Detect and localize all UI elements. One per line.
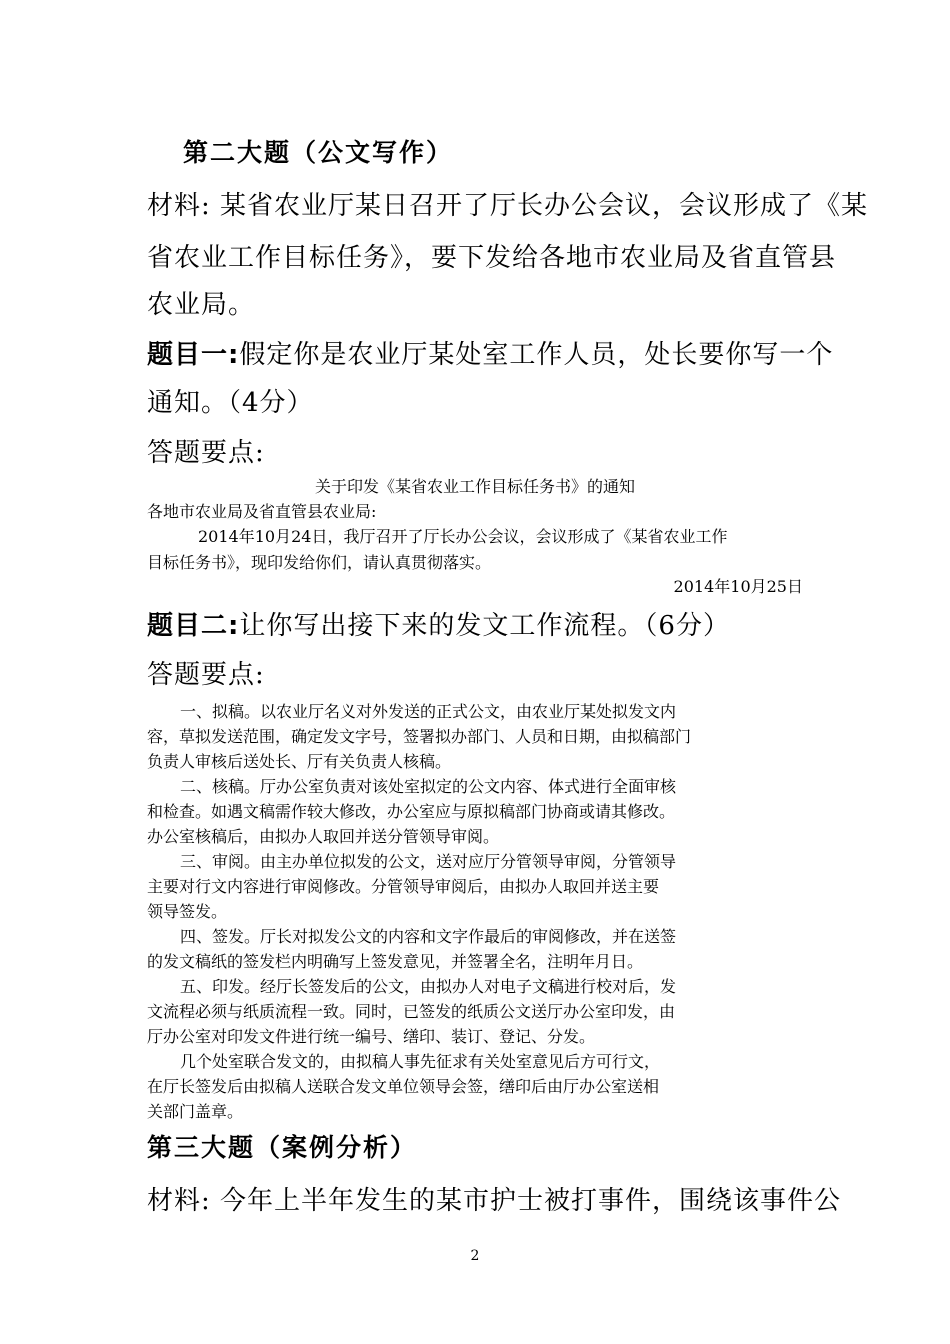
section2-title: 第二大题（公文写作） <box>183 138 454 167</box>
notice-body-line-1: 2014年10月24日，我厅召开了厅长办公会议，会议形成了《某省农业工作 <box>198 527 728 546</box>
process-line: 主要对行文内容进行审阅修改。分管领导审阅后，由拟办人取回并送主要 <box>147 877 660 896</box>
question-1-text: 假定你是农业厅某处室工作人员，处长要你写一个 <box>239 340 834 370</box>
process-line: 四、签发。厅长对拟发公文的内容和文字作最后的审阅修改，并在送签 <box>180 927 677 946</box>
notice-date: 2014年10月25日 <box>673 577 803 596</box>
question-1-label: 题目一: <box>147 340 240 370</box>
notice-body-line-2: 目标任务书》，现印发给你们，请认真贯彻落实。 <box>147 553 492 572</box>
process-line: 五、印发。经厅长签发后的公文，由拟办人对电子文稿进行校对后，发 <box>180 977 677 996</box>
process-line: 领导签发。 <box>147 902 228 921</box>
process-line: 关部门盖章。 <box>147 1102 244 1121</box>
process-line: 二、核稿。厅办公室负责对该处室拟定的公文内容、体式进行全面审核 <box>180 777 677 796</box>
question-1 <box>147 334 833 371</box>
question-2-text: 让你写出接下来的发文工作流程。（6分） <box>239 611 730 641</box>
page-number: 2 <box>470 1248 480 1264</box>
process-line: 负责人审核后送处长、厅有关负责人核稿。 <box>147 752 452 771</box>
material-line-3: 农业局。 <box>147 290 256 320</box>
process-line: 办公室核稿后，由拟办人取回并送分管领导审阅。 <box>147 827 500 846</box>
section3-material-line: 材料: 今年上半年发生的某市护士被打事件，围绕该事件公 <box>147 1186 842 1216</box>
process-line: 一、拟稿。以农业厅名义对外发送的正式公文，由农业厅某处拟发文内 <box>180 702 677 721</box>
notice-recipient: 各地市农业局及省直管县农业局: <box>147 502 377 521</box>
process-line: 和检查。如遇文稿需作较大修改，办公室应与原拟稿部门协商或请其修改。 <box>147 802 676 821</box>
question-2 <box>147 605 730 642</box>
notice-title: 关于印发《某省农业工作目标任务书》的通知 <box>314 477 635 496</box>
process-line: 文流程必须与纸质流程一致。同时，已签发的纸质公文送厅办公室印发，由 <box>147 1002 676 1021</box>
process-line: 的发文稿纸的签发栏内明确写上签发意见，并签署全名，注明年月日。 <box>147 952 644 971</box>
process-line: 几个处室联合发文的，由拟稿人事先征求有关处室意见后方可行文， <box>180 1052 661 1071</box>
material-line-2: 省农业工作目标任务》，要下发给各地市农业局及省直管县 <box>147 243 837 273</box>
question-1-line-2: 通知。（4分） <box>147 388 314 418</box>
process-line: 三、审阅。由主办单位拟发的公文，送对应厅分管领导审阅，分管领导 <box>180 852 677 871</box>
question-2-label: 题目二: <box>147 611 240 641</box>
process-line: 厅办公室对印发文件进行统一编号、缮印、装订、登记、分发。 <box>147 1027 596 1046</box>
answer-heading-2: 答题要点: <box>147 660 265 690</box>
section3-title: 第三大题（案例分析） <box>147 1133 418 1162</box>
answer-heading-1: 答题要点: <box>147 438 265 468</box>
process-line: 在厅长签发后由拟稿人送联合发文单位领导会签，缮印后由厅办公室送相 <box>147 1077 660 1096</box>
process-line: 容，草拟发送范围，确定发文字号，签署拟办部门、人员和日期，由拟稿部门 <box>147 727 692 746</box>
material-line-1: 材料: 某省农业厅某日召开了厅长办公会议，会议形成了《某 <box>147 191 869 221</box>
